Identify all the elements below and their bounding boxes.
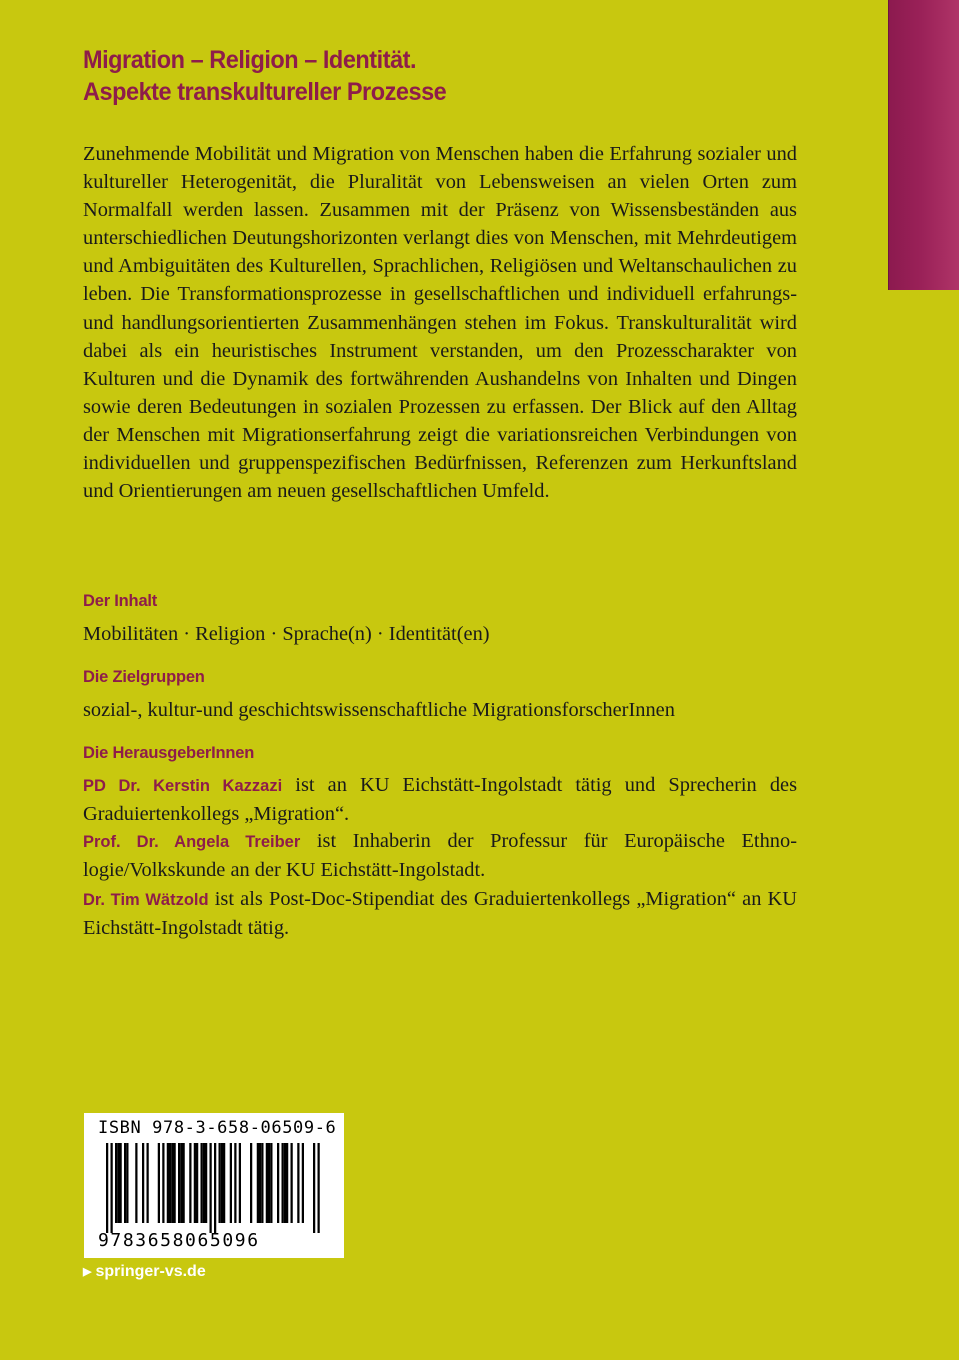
barcode-bar (120, 1143, 122, 1223)
barcode-bar (167, 1143, 169, 1223)
barcode-bar (169, 1143, 171, 1223)
barcode-bar (277, 1143, 279, 1223)
barcode-bar (174, 1143, 176, 1223)
barcode-bar (286, 1143, 288, 1223)
triangle-right-icon: ▶ (83, 1266, 92, 1278)
barcode-bar (117, 1143, 119, 1223)
barcode-bar (318, 1143, 320, 1233)
content-text: Mobilitäten · Religion · Sprache(n) · Identität(en) (83, 623, 490, 645)
editors-heading: Die HerausgeberInnen (83, 744, 255, 762)
barcode-bar (183, 1143, 185, 1223)
barcode-bar (313, 1143, 315, 1233)
barcode-bar (205, 1143, 207, 1223)
book-title (83, 44, 816, 108)
barcode-bar (221, 1143, 223, 1223)
barcode-bar (250, 1143, 252, 1223)
barcode-bar (194, 1143, 196, 1223)
barcode-bar (230, 1143, 232, 1223)
editor-name-2: Prof. Dr. Angela Treiber (83, 833, 301, 851)
barcode-bar (106, 1143, 108, 1233)
barcode-bars (94, 1143, 334, 1233)
barcode-bar (147, 1143, 149, 1223)
barcode-bar (297, 1143, 299, 1223)
content-heading: Der Inhalt (83, 592, 158, 610)
barcode-bar (239, 1143, 241, 1223)
barcode-bar (142, 1143, 144, 1223)
barcode-bar (180, 1143, 182, 1223)
barcode-bar (111, 1143, 113, 1233)
isbn-label: ISBN 978-3-658-06509-6 (98, 1118, 337, 1138)
barcode-bar (219, 1143, 221, 1223)
barcode-bar (203, 1143, 205, 1223)
editor-bio-1 (83, 771, 797, 828)
barcode-bar (189, 1143, 191, 1223)
barcode-bar (268, 1143, 270, 1223)
barcode-bar (124, 1143, 126, 1223)
editor-name-3: Dr. Tim Wätzold (83, 891, 209, 909)
barcode-bar (257, 1143, 259, 1223)
barcode-bar (214, 1143, 216, 1233)
book-description: Zunehmende Mobilität und Migration von Menschen haben die Erfahrung sozialer und kultureller Heterogenität, die Pluralität von Lebensweisen an vielen Orten zum Normalfall werden lassen. Zusammen mit der Präsenz von Wissensbeständen aus unterschiedlichen Deutungshorizonten verlangt dies von Menschen, mit Mehrdeutigem und Ambiguitäten des Kulturellen, Sprachlichen, Religiösen und Weltanschaulichen zu leben. Die Transformationsprozesse in gesellschaftlichen und individuell erfahrungs- und handlungsorientierten Zusammenhängen stehen im Fokus. Transkulturalität wird dabei als ein heuristisches Instrument verstanden, um den Prozesscharakter von Kulturen und die Dynamik des fortwährenden Aushandelns von Inhalten und Dingen sowie deren Bedeutungen in sozialen Prozessen zu erfassen. Der Blick auf den Alltag der Menschen mit Migrationserfahrung zeigt die variationsreichen Verbindungen von individuellen und gruppenspezifischen Bedürfnissen, Referenzen zum Herkunftsland und Orientierungen am neuen gesellschaftlichen Umfeld. (83, 143, 797, 503)
editor-text-3: ist als Post-Doc-Stipendiat des Graduiertenkollegs „Migration“ an KU Eichstätt-Ingolstadt tätig. (83, 888, 797, 940)
editor-name-1: PD Dr. Kerstin Kazzazi (83, 777, 283, 795)
barcode-bar (284, 1143, 286, 1223)
barcode-bar (234, 1143, 236, 1223)
editor-bio-2 (83, 827, 797, 884)
barcode-bar (302, 1143, 304, 1223)
website-text: springer-vs.de (95, 1263, 206, 1280)
editor-text-1: ist an KU Eichstätt-Ingolstadt tätig und Sprecherin des Graduiertenkollegs „Migration“. (83, 774, 798, 826)
barcode-bar (259, 1143, 261, 1223)
barcode-bar (171, 1143, 173, 1223)
barcode-bar (162, 1143, 164, 1223)
barcode-bar (261, 1143, 263, 1223)
barcode-bar (201, 1143, 203, 1223)
barcode-bar (178, 1143, 180, 1223)
ean-digits: 9783658065096 (98, 1230, 260, 1251)
barcode-bar (266, 1143, 268, 1223)
barcode-bar (115, 1143, 117, 1223)
barcode-bar (126, 1143, 128, 1223)
audience-text: sozial-, kultur-und geschichtswissenschaftliche MigrationsforscherInnen (83, 699, 675, 721)
editor-bio-3 (83, 885, 797, 942)
barcode-bar (158, 1143, 160, 1223)
barcode-bar (196, 1143, 198, 1223)
barcode-bar (223, 1143, 225, 1223)
side-color-tab (888, 0, 959, 290)
editor-text-2: ist Inhaberin der Professur für Europäische Ethnologie/Volkskunde an der KU Eichstätt-Ingolstadt. (83, 830, 797, 882)
barcode-bar (210, 1143, 212, 1233)
barcode-bar (291, 1143, 293, 1223)
barcode-bar (270, 1143, 272, 1223)
title-line-1: Migration – Religion – Identität. (83, 46, 417, 74)
title-line-2: Aspekte transkultureller Prozesse (83, 78, 447, 106)
barcode-bar (282, 1143, 284, 1223)
audience-heading: Die Zielgruppen (83, 668, 205, 686)
isbn-barcode (84, 1113, 344, 1258)
publisher-website-link[interactable] (83, 1263, 206, 1281)
barcode-bar (135, 1143, 137, 1223)
